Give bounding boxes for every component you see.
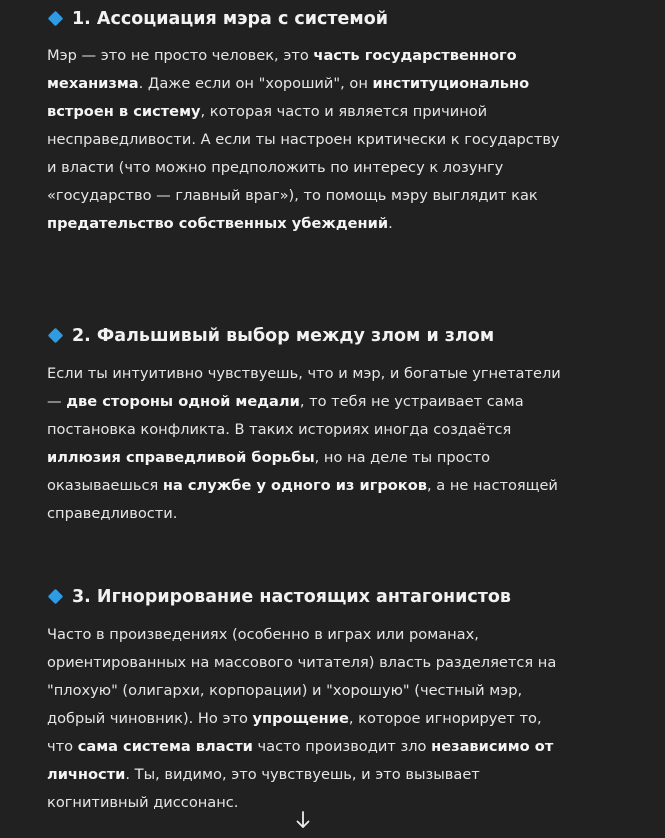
- bold-text: на службе у одного из игроков: [162, 477, 427, 494]
- section-heading-text: 2. Фальшивый выбор между злом и злом: [72, 326, 495, 346]
- section-paragraph: [47, 621, 567, 817]
- text-run: , которое игнорирует то, что: [47, 710, 542, 755]
- blue-diamond-icon: [48, 588, 64, 604]
- bold-text: часть государственного механизма: [47, 47, 517, 92]
- text-run: Мэр — это не просто человек, это: [47, 47, 314, 64]
- bold-text: предательство собственных убеждений: [47, 215, 389, 232]
- section-heading: [50, 586, 511, 608]
- scroll-to-bottom-button[interactable]: [294, 810, 312, 830]
- bold-text: две стороны одной медали: [66, 393, 300, 410]
- arrow-down-icon: [294, 810, 312, 830]
- section-paragraph: [47, 360, 567, 528]
- text-run: , но на деле ты просто оказываешься: [47, 449, 491, 494]
- section-heading: [50, 8, 388, 30]
- bold-text: сама система власти: [77, 738, 253, 755]
- section-paragraph: [47, 42, 567, 238]
- blue-diamond-icon: [48, 327, 64, 343]
- text-run: Часто в произведениях (особенно в играх или романах, ориентированных на массового читателя) власть разделяется на "плохую" (олигархи, корпорации) и "хорошую" (честный мэр, добрый чиновник). Но это: [47, 626, 557, 727]
- text-run: , а не настоящей справедливости.: [47, 477, 558, 522]
- section-heading-text: 1. Ассоциация мэра с системой: [72, 9, 389, 29]
- text-run: . Даже если он "хороший", он: [138, 75, 373, 92]
- bold-text: упрощение: [252, 710, 349, 727]
- text-run: Если ты интуитивно чувствуешь, что и мэр, и богатые угнетатели —: [47, 365, 561, 410]
- text-run: , которая часто и является причиной несправедливости. А если ты настроен критически к государству и власти (что можно предположить по интересу к лозунгу «государство — главный враг»), то помощь мэру выглядит как: [47, 103, 560, 204]
- blue-diamond-icon: [48, 10, 64, 26]
- text-run: . Ты, видимо, это чувствуешь, и это вызывает когнитивный диссонанс.: [47, 766, 480, 811]
- bold-text: институционально встроен в систему: [47, 75, 530, 120]
- text-run: , то тебя не устраивает сама постановка конфликта. В таких историях иногда создаётся: [47, 393, 524, 438]
- section-heading-text: 3. Игнорирование настоящих антагонистов: [72, 587, 512, 607]
- text-run: .: [388, 215, 393, 232]
- bold-text: независимо от личности: [47, 738, 554, 783]
- section-heading: [50, 325, 494, 347]
- text-run: часто производит зло: [252, 738, 432, 755]
- bold-text: иллюзия справедливой борьбы: [47, 449, 315, 466]
